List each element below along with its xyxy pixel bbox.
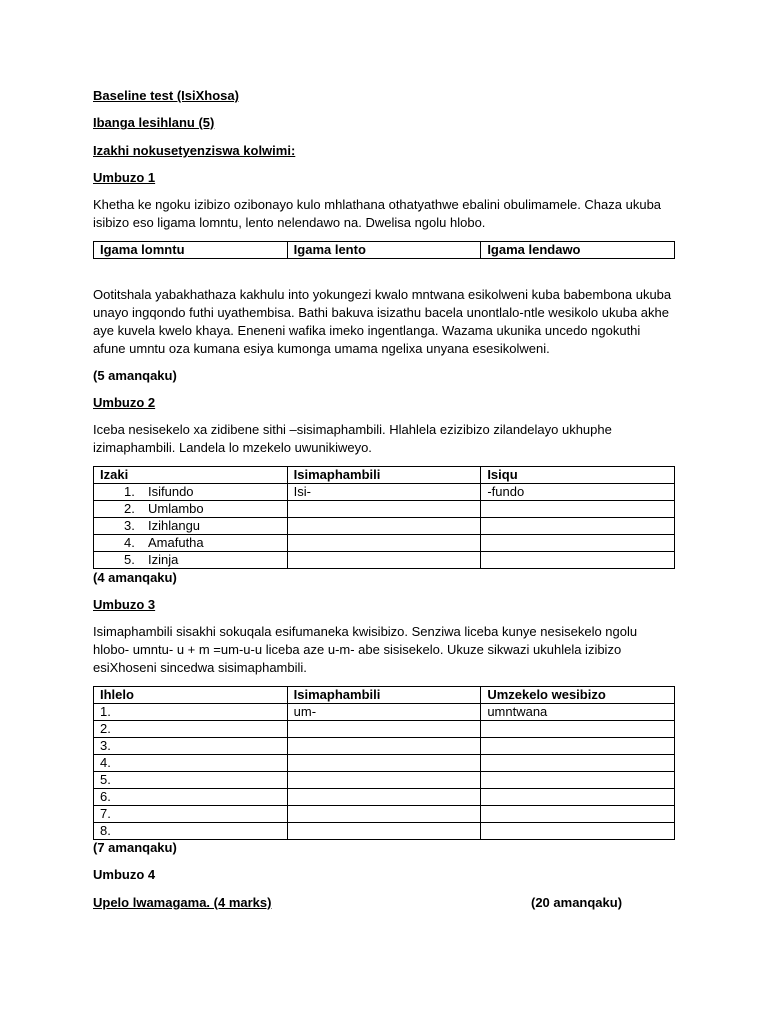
table-row (94, 501, 675, 518)
table-row (94, 552, 675, 569)
row-class: 5. (94, 772, 288, 789)
q2-instruction: Iceba nesisekelo xa zidibene sithi –sisimaphambili. Hlahlela ezizibizo zilandelayo ukhuphe izimaphambili. Landela lo mzekelo uwunikiweyo. (93, 422, 612, 455)
q1-table-header (94, 242, 675, 259)
q2-marks: (4 amanqaku) (93, 570, 177, 585)
row-class: 6. (94, 789, 288, 806)
row-word: Umlambo (148, 501, 204, 516)
row-prefix (287, 721, 481, 738)
row-number: 4. (124, 535, 135, 550)
q4-subheading: Upelo lwamagama. (4 marks) (93, 895, 272, 910)
q3-instruction: Isimaphambili sisakhi sokuqala esifumaneka kwisibizo. Senziwa liceba kunye nesisekelo ngolu hlobo- umntu- u + m =um-u-u liceba aze u-m- abe sisisekelo. Ukuze sikwazi ukuhlela izibizo esiXhoseni sincedwa sisimaphambili. (93, 624, 638, 675)
row-class: 4. (94, 755, 288, 772)
row-word: Izihlangu (148, 518, 201, 533)
row-example (481, 772, 675, 789)
grade-label: Ibanga lesihlanu (5) (93, 115, 215, 130)
table-row (94, 823, 675, 840)
q2-table (93, 466, 675, 569)
row-example (481, 755, 675, 772)
row-stem: -fundo (481, 484, 675, 501)
row-prefix: um- (287, 704, 481, 721)
total-marks: (20 amanqaku) (531, 895, 623, 910)
q3-heading: Umbuzo 3 (93, 597, 156, 612)
row-number: 2. (124, 501, 135, 516)
q3-col-prefix: Isimaphambili (287, 687, 481, 704)
q3-table-header (94, 687, 675, 704)
q3-table (93, 686, 675, 840)
q3-col-example: Umzekelo wesibizo (481, 687, 675, 704)
row-prefix (287, 738, 481, 755)
q1-col-person: Igama lomntu (94, 242, 288, 259)
row-prefix (287, 806, 481, 823)
table-row (94, 789, 675, 806)
row-number: 3. (124, 518, 135, 533)
table-row (94, 484, 675, 501)
table-row (94, 755, 675, 772)
q1-col-thing: Igama lento (287, 242, 481, 259)
q1-col-place: Igama lendawo (481, 242, 675, 259)
q2-col-word: Izaki (94, 467, 288, 484)
row-prefix (287, 501, 481, 518)
row-class: 8. (94, 823, 288, 840)
q3-col-class: Ihlelo (94, 687, 288, 704)
row-prefix (287, 772, 481, 789)
q2-col-stem: Isiqu (481, 467, 675, 484)
table-row (94, 704, 675, 721)
row-number: 1. (124, 484, 135, 499)
q3-marks: (7 amanqaku) (93, 840, 177, 855)
q2-heading: Umbuzo 2 (93, 395, 156, 410)
row-stem (481, 501, 675, 518)
row-class: 1. (94, 704, 288, 721)
q1-heading: Umbuzo 1 (93, 170, 156, 185)
table-row (94, 738, 675, 755)
q1-marks: (5 amanqaku) (93, 368, 177, 383)
table-row (94, 535, 675, 552)
row-class: 7. (94, 806, 288, 823)
row-stem (481, 518, 675, 535)
row-prefix: Isi- (287, 484, 481, 501)
table-row (94, 806, 675, 823)
row-stem (481, 535, 675, 552)
q1-passage: Ootitshala yabakhathaza kakhulu into yokungezi kwalo mntwana esikolweni kuba babembona ukuba unayo ingqondo futhi uyathembisa. Bathi bakuva isizathu bacela unontlalo-ntle wesikolo ukuba akhe aye kuvela kwelo khaya. Eneneni wafika imeko ingentlanga. Wazama ukunika uncedo ngokuthi afune umntu oza kumana esiya kumonga umama ngelixa unyana esesikolweni. (93, 287, 672, 356)
q1-instruction: Khetha ke ngoku izibizo ozibonayo kulo mhlathana othatyathwe ebalini obulimamele. Chaza ukuba isibizo eso ligama lomntu, lento nelendawo na. Dwelisa ngolu hlobo. (93, 197, 662, 230)
row-example (481, 823, 675, 840)
topic-heading: Izakhi nokusetyenziswa kolwimi: (93, 143, 296, 158)
row-example (481, 738, 675, 755)
row-prefix (287, 535, 481, 552)
row-example: umntwana (481, 704, 675, 721)
row-example (481, 721, 675, 738)
row-class: 3. (94, 738, 288, 755)
row-prefix (287, 823, 481, 840)
row-prefix (287, 789, 481, 806)
row-class: 2. (94, 721, 288, 738)
q2-table-header (94, 467, 675, 484)
row-prefix (287, 755, 481, 772)
row-word: Isifundo (148, 484, 194, 499)
table-row (94, 772, 675, 789)
table-row (94, 518, 675, 535)
test-title: Baseline test (IsiXhosa) (93, 88, 239, 103)
row-prefix (287, 552, 481, 569)
table-row (94, 721, 675, 738)
row-word: Izinja (148, 552, 179, 567)
row-example (481, 806, 675, 823)
row-number: 5. (124, 552, 135, 567)
row-stem (481, 552, 675, 569)
q2-col-prefix: Isimaphambili (287, 467, 481, 484)
row-word: Amafutha (148, 535, 204, 550)
row-prefix (287, 518, 481, 535)
row-example (481, 789, 675, 806)
q4-heading: Umbuzo 4 (93, 867, 156, 882)
q1-table (93, 241, 675, 259)
